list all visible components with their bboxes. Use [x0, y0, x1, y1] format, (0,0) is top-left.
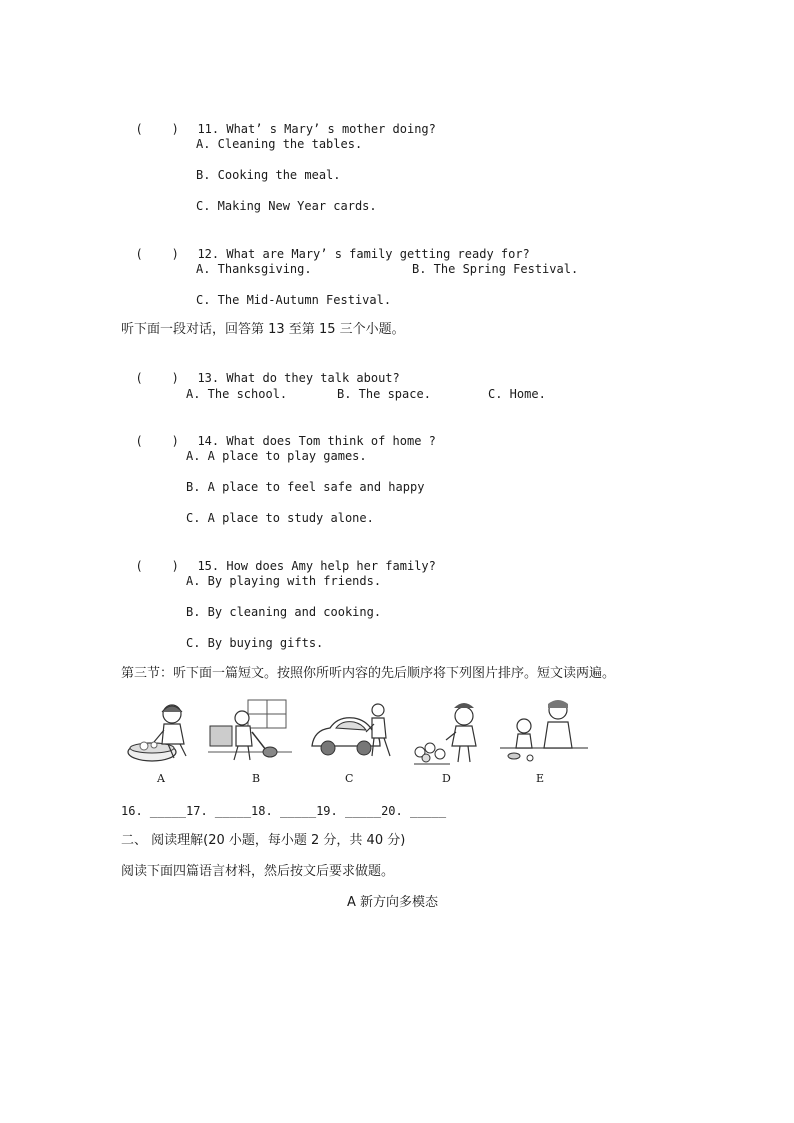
option-11-a: A. Cleaning the tables. [196, 137, 363, 151]
option-11-c: C. Making New Year cards. [196, 199, 377, 213]
answer-bracket[interactable]: ( ) [135, 247, 179, 261]
option-12-b: B. The Spring Festival. [412, 262, 579, 276]
option-12-a: A. Thanksgiving. [196, 262, 312, 276]
picture-label-d: D [442, 772, 451, 785]
girl-cooking-with-mother-illustration [500, 696, 588, 768]
question-12 [121, 230, 530, 262]
option-14-b: B. A place to feel safe and happy [186, 480, 425, 494]
option-13-b: B. The space. [337, 387, 431, 401]
option-14-a: A. A place to play games. [186, 449, 367, 463]
girl-watering-flowers-illustration [410, 696, 486, 768]
picture-label-a: A [157, 772, 165, 785]
question-13 [121, 354, 400, 386]
question-stem: 15. How does Amy help her family? [197, 559, 436, 573]
girl-washing-clothes-illustration [124, 696, 196, 768]
answer-bracket[interactable]: ( ) [135, 559, 179, 573]
instruction-13-15: 听下面一段对话，回答第 13 至第 15 三个小题。 [121, 322, 405, 337]
question-14 [121, 417, 436, 449]
picture-label-c: C [345, 772, 354, 785]
boy-washing-car-illustration [306, 696, 396, 768]
boy-vacuuming-illustration [208, 696, 292, 768]
option-13-c: C. Home. [488, 387, 546, 401]
picture-label-b: B [252, 772, 261, 785]
answer-bracket[interactable]: ( ) [135, 122, 179, 136]
option-14-c: C. A place to study alone. [186, 511, 374, 525]
section3-instruction: 第三节：听下面一篇短文。按照你所听内容的先后顺序将下列图片排序。短文读两遍。 [121, 666, 616, 681]
option-15-a: A. By playing with friends. [186, 574, 382, 588]
option-13-a: A. The school. [186, 387, 288, 401]
part2-instruction: 阅读下面四篇语言材料，然后按文后要求做题。 [121, 864, 395, 879]
answer-bracket[interactable]: ( ) [135, 371, 179, 385]
answer-bracket[interactable]: ( ) [135, 434, 179, 448]
part2-heading: 二、 阅读理解(20 小题，每小题 2 分，共 40 分) [121, 833, 406, 848]
question-stem: 12. What are Mary’ s family getting ready for? [197, 247, 530, 261]
option-15-b: B. By cleaning and cooking. [186, 605, 382, 619]
option-15-c: C. By buying gifts. [186, 636, 324, 650]
question-stem: 14. What does Tom think of home ? [197, 434, 436, 448]
question-15 [121, 542, 436, 574]
passage-a-title: A 新方向多模态 [347, 895, 439, 910]
picture-label-e: E [536, 772, 545, 785]
option-12-c: C. The Mid-Autumn Festival. [196, 293, 392, 307]
question-11 [121, 105, 436, 137]
question-stem: 11. What’ s Mary’ s mother doing? [197, 122, 436, 136]
question-stem: 13. What do they talk about? [197, 371, 400, 385]
answer-blanks[interactable]: 16. _____17. _____18. _____19. _____20. _____ [121, 804, 447, 818]
option-11-b: B. Cooking the meal. [196, 168, 341, 182]
